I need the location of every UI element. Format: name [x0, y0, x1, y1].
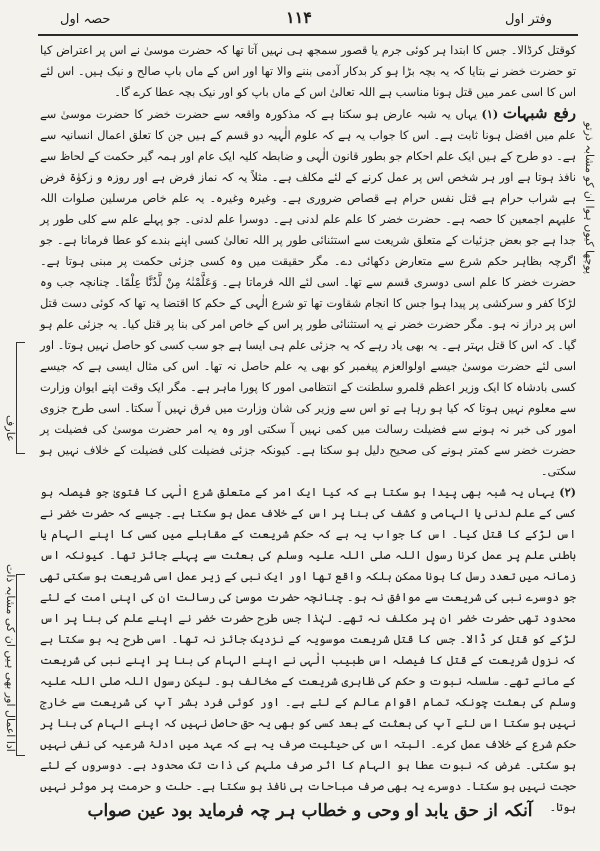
header-rule: [38, 34, 578, 36]
header-part: حصہ اول: [60, 12, 111, 27]
paragraph-intro: کوقتل کرڈالا۔ جس کا ابتدا ہر کوئی جرم یا قصور سمجھ ہی نہیں آتا تھا کہ حضرت موسیٰ نے اس پر اعتراض کیا تو حضرت خضر نے بتایا کہ یہ بچہ بڑا ہو کر بدکار آدمی بننے والا تھا اور اس کے ماں باپ صالح و نیک ہیں۔ اس لئے اس کا اسی عمر میں قتل ہونا مناسب ہے اللہ تعالیٰ اس کے ماں باپ کو اور نیک بچہ عطا کرے گا۔: [40, 44, 576, 99]
section-title: رفع شبہات: [502, 104, 576, 122]
closing-verse: آنکہ از حق یابد او وحی و خطاب ہر چہ فرماید بود عین صواب: [87, 801, 533, 821]
header-volume: وفتر اول: [504, 12, 552, 27]
page-header: [0, 6, 600, 32]
point-number-one: (۱): [481, 107, 499, 121]
paragraph-one: [40, 103, 576, 482]
side-note-left-top: عارف: [4, 415, 17, 442]
page-number: ۱۱۴: [286, 8, 312, 27]
margin-bracket-top: [16, 342, 25, 454]
paragraph-two-text: یہاں یہ شبہ بھی پیدا ہو سکتا ہے کہ کیا ایک امر کے متعلق شرع الٰہی کا فتویٰ جو فیصلہ ہو کسی کے علم لدنی یا الہامی و کشف کی بنا پر اس کے خلاف عمل ہو سکتا ہے۔ جیسے کہ حضرت خضر نے اس لڑکے کا قتل کیا۔ اس کا جواب یہ ہے کہ حکم شریعت کے مقابلے میں کسی کا اپنے الہام یا باطنی علم پر عمل کرنا رسول اللہ صلی اللہ علیہ وسلم کی بعثت سے پہلے جائز تھا۔ کیونکہ اس زمانہ میں تعدد رسل کا ہونا ممکن بلکہ واقع تھا اور ایک نبی کے زیر عمل اسی شریعت ہو سکتی تھی جو دوسرے نبی کی شریعت سے موافق نہ ہو۔ چنانچہ حضرت موسیٰ کی رسالت ان کی اپنی امت کے لئے محدود تھی حضرت خضر ان پر مکلف نہ تھے۔ لہٰذا جس طرح حضرت خضر نے اپنے علم کی بنا پر اس لڑکے کو قتل کر ڈالا۔ جس کا قتل شریعت موسویہ کے نزدیک جائز نہ تھا۔ اسی طرح یہ ہو سکتا ہے کہ نزول شریعت کے قتل کا فیصلہ اس طبیب الٰہی نے اپنے الہام کی بنا پر اپنے نبی کی شریعت کے مانے تھے۔ سلسلہ نبوت و حکم کی ظاہری شریعت کے مخالف ہو۔ لیکن رسول اللہ صلی اللہ علیہ وسلم کی بعثت چونکہ تمام اقوام عالم کے لئے ہے۔ اور کوئی فرد بشر آپ کی شریعت سے خارج نہیں ہو سکتا اس لئے آپ کی بعثت کے بعد کسی کو بھی یہ حق حاصل نہیں کہ اپنے الہام کی بنا پر حکم شرع کے خلاف عمل کرے۔ البتہ اس کی حیثیت صرف یہ ہے کہ عہد میں ادلۂ شرعیہ کی نفی نہیں ہو سکتی۔ غرض کہ نبوت عطا ہو الہام کا اثر صرف ملہم کی ذات تک محدود ہے۔ دوسروں کے لئے حجت نہیں ہو سکتا۔ دوسرے یہ بھی صرف مباحات ہی نافذ ہو سکتا ہے۔ حلت و حرمت پر موثر نہیں ہوتا۔: [40, 486, 576, 814]
paragraph-two: [40, 482, 576, 818]
side-note-left-bottom: ادا اعمال اور بھی ہیں ان کی مشابہ ذات: [4, 564, 17, 752]
margin-bracket-bottom: [16, 574, 25, 756]
paragraph-one-text: یہاں یہ شبہ عارض ہو سکتا ہے کہ مذکورہ واقعہ سے حضرت خضر کا حضرت موسیٰ سے علم میں افضل ہونا ثابت ہے۔ اس کا جواب یہ ہے کہ علوم الٰہیہ دو قسم کے ہیں جن کا تعلق اعمال انسانیہ سے ہے۔ دو طرح کے ہیں ایک علم احکام جو بطور قانون الٰہی و ضابطہ کلیہ ایک عام اور ہمہ گیر حکمت کے لحاظ سے نافذ ہوتا ہے اور ہر شخص اس پر عمل کرنے کے لئے مکلف ہے۔ مثلاً یہ کہ نماز فرض ہے اور روزہ و زکوٰۃ فرض ہے شراب حرام ہے قتل نفس حرام ہے قصاص ضروری ہے۔ وغیرہ وغیرہ۔ یہ علم خاص مرسلین صلوات اللہ علیہم اجمعین کا حصہ ہے۔ حضرت خضر کا علم علم لدنی ہے۔ دوسرا علم لدنی۔ جو پہلے علم سے کلی طور پر جدا ہے جو بعض جزئیات کے متعلق شریعت سے استثنائی طور پر اللہ تعالیٰ کسی اپنے بندے کو عطا فرماتا ہے۔ جو اگرچہ بظاہر حکم شرع سے متعارض دکھائی دے۔ مگر حقیقت میں وہ کسی جزئی حکمت پر مبنی ہوتا ہے۔ حضرت خضر کا علم اسی دوسری قسم سے تھا۔ اسی لئے اللہ فرماتا ہے۔ وَعَلَّمْنٰہُ مِنْ لَّدُنَّا عِلْمًا۔ چنانچہ جب وہ لڑکا کفر و سرکشی پر پیدا ہوا جس کا انجام شقاوت تھا تو شرع الٰہی کے حکم کا اقتضا یہ تھا کہ کوئی دست قتل اس پر دراز نہ ہو۔ مگر حضرت خضر نے یہ استثنائی طور پر اس کے خاص امر کی بنا پر قتل کیا۔ یہ جزئی علم ہو گیا۔ کہ اس کا قتل بہتر ہے۔ یہ بھی یاد رہے کہ یہ جزئی علم ہی ایسا ہے جو سب کسی کو حاصل نہیں ہوتا۔ اور اسی لئے حضرت موسیٰ جیسے اولوالعزم پیغمبر کو بھی یہ علم حاصل نہ تھا۔ اس کی مثال ایسی ہے کہ جیسے کسی بادشاہ کا ایک وزیر اعظم قلمرو سلطنت کے انتظامی امور کا پورا ماہر ہے۔ مگر ایک وقت اپنے ایوان وزارت سے معلوم نہیں ہوتا کہ کیا ہو رہا ہے تو اس سے وزیر کی شان وزارت میں فرق نہیں آ سکتا۔ اسی طرح جزوی امور کی خبر نہ ہونے سے فضیلت رسالت میں کمی نہیں آ سکتی اور وہ یہ امر حضرت موسیٰ کی فضیلت پر حضرت خضر سے کمتر ہونے کی صحیح دلیل ہو سکتا ہے۔ کیونکہ جزئی فضیلت کلی فضیلت کے خلاف نہیں ہو سکتی۔: [40, 108, 576, 478]
point-number-two: (۲): [559, 485, 577, 499]
side-note-right: پوچھا کیوں ہوا ان کو مشابہ ذرتو: [583, 121, 596, 274]
